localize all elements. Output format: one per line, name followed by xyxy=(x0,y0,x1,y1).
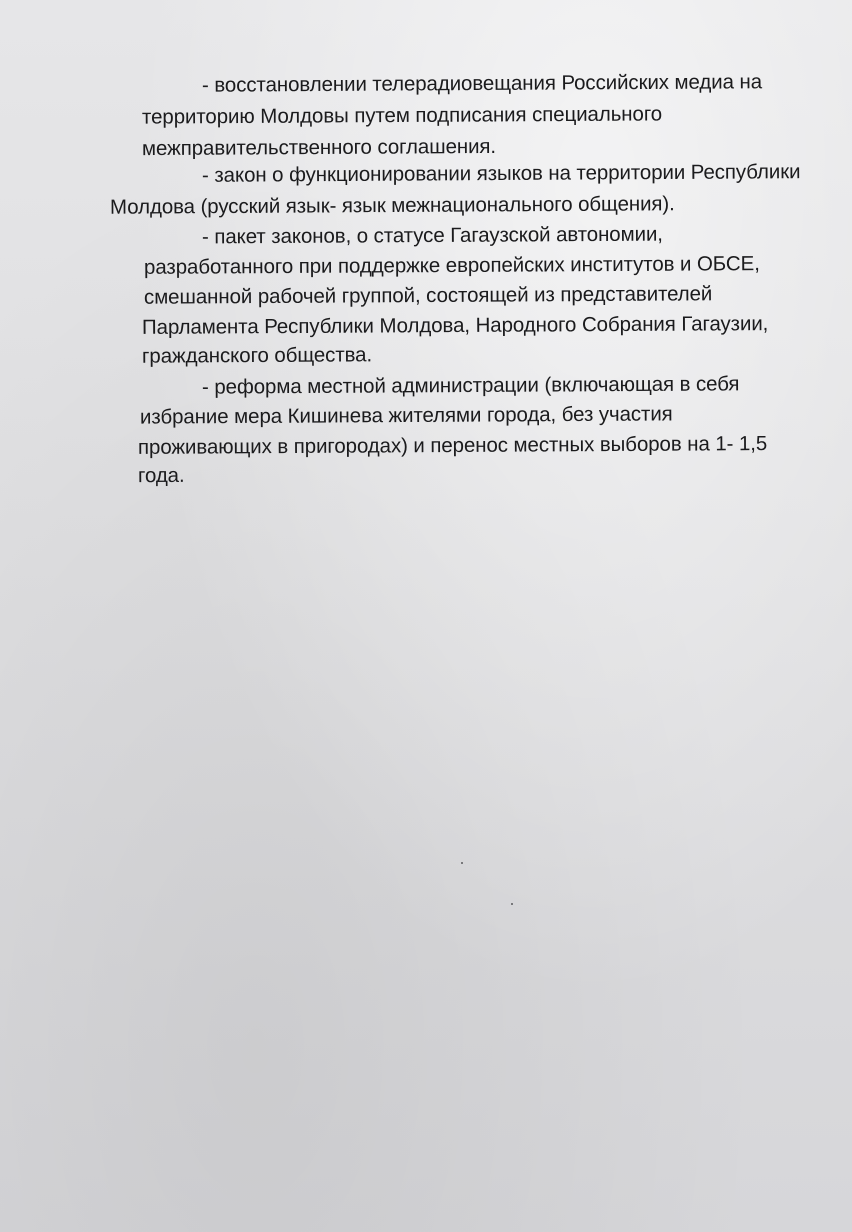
paragraph-line: года. xyxy=(137,463,185,488)
paragraph-line: Молдова (русский язык- язык межнационального общения). xyxy=(109,192,675,219)
paragraph-line: Парламента Республики Молдова, Народного Собрания Гагаузии, xyxy=(141,312,769,339)
paragraph-line: разработанного при поддержке европейских институтов и ОБСЕ, xyxy=(143,252,760,279)
paragraph-line: - восстановлении телерадиовещания Российских медиа на xyxy=(201,70,763,97)
paragraph-line: гражданского общества. xyxy=(141,343,373,368)
paragraph-line: смешанной рабочей группой, состоящей из представителей xyxy=(143,282,713,309)
paragraph-line: межправительственного соглашения. xyxy=(141,134,497,161)
paragraph-line: - пакет законов, о статусе Гагаузской автономии, xyxy=(201,222,663,249)
paragraph-line: - реформа местной администрации (включающая в себя xyxy=(201,372,740,399)
paper-speck xyxy=(461,862,463,864)
paragraph-line: - закон о функционировании языков на территории Республики xyxy=(201,160,801,187)
paragraph-line: территорию Молдовы путем подписания специального xyxy=(141,102,663,129)
paragraph-line: избрание мера Кишинева жителями города, без участия xyxy=(139,402,673,429)
document-body xyxy=(0,0,852,520)
paper-speck xyxy=(511,903,513,905)
paragraph-line: проживающих в пригородах) и перенос местных выборов на 1- 1,5 xyxy=(137,432,768,459)
